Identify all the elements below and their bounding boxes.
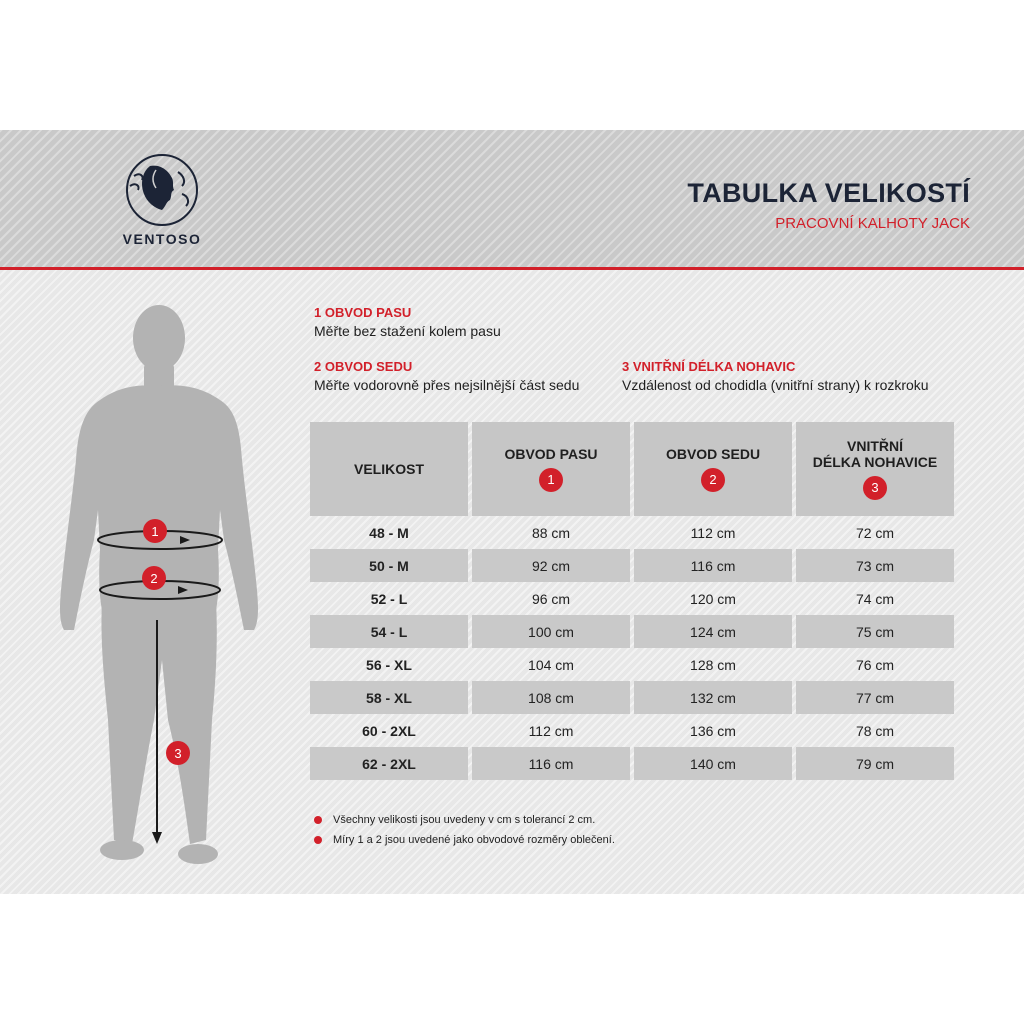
waist-cell: 96 cm xyxy=(531,590,571,607)
table-row xyxy=(310,648,954,681)
table-row xyxy=(310,615,954,648)
measure-3-heading: 3 VNITŘNÍ DÉLKA NOHAVIC xyxy=(622,359,796,374)
header-seat: OBVOD SEDU 2 xyxy=(634,422,792,516)
seat-cell: 132 cm xyxy=(634,681,792,714)
table-row xyxy=(310,516,954,549)
waist-cell: 112 cm xyxy=(528,722,574,739)
note-item: Míry 1 a 2 jsou uvedené jako obvodové rozměry oblečení. xyxy=(314,834,615,846)
badge-3: 3 xyxy=(863,476,887,500)
measure-3-text: Vzdálenost od chodidla (vnitřní strany) k rozkroku xyxy=(622,377,929,393)
seat-cell: 120 cm xyxy=(690,590,736,607)
size-cell: 62 - 2XL xyxy=(310,747,468,780)
measure-1-heading: 1 OBVOD PASU xyxy=(314,305,412,320)
inseam-cell: 76 cm xyxy=(855,656,895,673)
measure-1-text: Měřte bez stažení kolem pasu xyxy=(314,323,501,339)
waist-cell: 100 cm xyxy=(472,615,630,648)
table-row xyxy=(310,582,954,615)
seat-cell: 128 cm xyxy=(690,656,736,673)
marker-2 xyxy=(142,566,166,590)
brand-name: VENTOSO xyxy=(122,231,202,247)
size-cell: 52 - L xyxy=(370,590,408,607)
seat-cell: 140 cm xyxy=(634,747,792,780)
size-cell: 60 - 2XL xyxy=(362,722,416,739)
seat-cell: 112 cm xyxy=(690,524,736,541)
marker-1 xyxy=(143,519,167,543)
measure-2-text: Měřte vodorovně přes nejsilnější část sedu xyxy=(314,377,580,393)
header-inseam: VNITŘNÍ DÉLKA NOHAVICE 3 xyxy=(796,422,954,516)
page-title: TABULKA VELIKOSTÍ xyxy=(687,178,970,208)
table-row xyxy=(310,714,954,747)
measure-2-heading: 2 OBVOD SEDU xyxy=(314,359,413,374)
seat-cell: 136 cm xyxy=(690,722,736,739)
woman-profile-wind-logo-icon xyxy=(120,152,204,242)
table-row xyxy=(310,747,954,780)
table-row xyxy=(310,549,954,582)
svg-text:1: 1 xyxy=(151,524,159,539)
bullet-icon xyxy=(314,836,322,844)
waist-cell: 92 cm xyxy=(472,549,630,582)
marker-3 xyxy=(166,741,190,765)
size-table xyxy=(306,422,958,780)
inseam-cell: 79 cm xyxy=(796,747,954,780)
page-subtitle: PRACOVNÍ KALHOTY JACK xyxy=(775,215,970,232)
size-cell: 50 - M xyxy=(310,549,468,582)
bullet-icon xyxy=(314,816,322,824)
header-divider xyxy=(0,267,1024,270)
note-item: Všechny velikosti jsou uvedeny v cm s tolerancí 2 cm. xyxy=(314,814,595,826)
inseam-cell: 73 cm xyxy=(796,549,954,582)
table-row xyxy=(310,681,954,714)
waist-cell: 108 cm xyxy=(472,681,630,714)
inseam-cell: 72 cm xyxy=(855,524,895,541)
svg-text:2: 2 xyxy=(150,571,158,586)
seat-cell: 116 cm xyxy=(634,549,792,582)
header-size: VELIKOST xyxy=(310,422,468,516)
size-cell: 48 - M xyxy=(369,524,409,541)
inseam-cell: 77 cm xyxy=(796,681,954,714)
inseam-cell: 74 cm xyxy=(855,590,895,607)
waist-cell: 88 cm xyxy=(531,524,571,541)
inseam-cell: 78 cm xyxy=(855,722,895,739)
size-cell: 56 - XL xyxy=(366,656,412,673)
table-header-row xyxy=(310,422,954,516)
header-waist: OBVOD PASU 1 xyxy=(472,422,630,516)
svg-text:3: 3 xyxy=(174,746,182,761)
waist-cell: 116 cm xyxy=(472,747,630,780)
seat-cell: 124 cm xyxy=(634,615,792,648)
body-silhouette xyxy=(40,300,300,880)
badge-1: 1 xyxy=(539,468,563,492)
size-cell: 58 - XL xyxy=(310,681,468,714)
inseam-cell: 75 cm xyxy=(796,615,954,648)
size-cell: 54 - L xyxy=(310,615,468,648)
badge-2: 2 xyxy=(701,468,725,492)
waist-cell: 104 cm xyxy=(528,656,574,673)
